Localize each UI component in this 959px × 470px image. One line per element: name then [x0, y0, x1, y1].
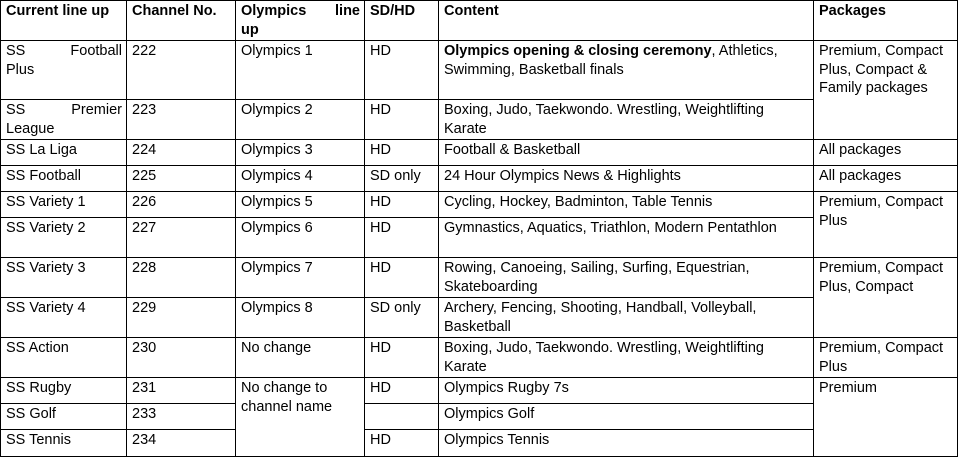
content-cell: Cycling, Hockey, Badminton, Table Tennis	[439, 192, 814, 218]
header-row	[1, 1, 958, 41]
olympics-cell: No change to channel name	[236, 378, 365, 457]
channel-cell: 228	[127, 258, 236, 298]
content-cell: Boxing, Judo, Taekwondo. Wrestling, Weightlifting Karate	[439, 100, 814, 140]
sdhd-cell: HD	[365, 430, 439, 457]
sdhd-cell: SD only	[365, 298, 439, 338]
table-row	[1, 258, 958, 298]
channel-cell: 229	[127, 298, 236, 338]
lineup-cell: SS Variety 4	[1, 298, 127, 338]
content-cell: 24 Hour Olympics News & Highlights	[439, 166, 814, 192]
table-row	[1, 140, 958, 166]
header-olympics-line-up-line2: up	[241, 21, 259, 38]
olympics-cell: Olympics 6	[236, 218, 365, 258]
sdhd-cell: HD	[365, 100, 439, 140]
lineup-cell: SS Tennis	[1, 430, 127, 457]
table-row	[1, 192, 958, 218]
olympics-cell: Olympics 2	[236, 100, 365, 140]
olympics-cell: Olympics 1	[236, 41, 365, 100]
packages-cell: Premium, Compact Plus, Compact	[814, 258, 958, 338]
content-cell	[439, 41, 814, 100]
packages-cell: Premium, Compact Plus	[814, 192, 958, 258]
sdhd-cell: HD	[365, 378, 439, 404]
packages-cell: Premium, Compact Plus, Compact & Family packages	[814, 41, 958, 140]
channel-cell: 223	[127, 100, 236, 140]
olympics-cell: Olympics 5	[236, 192, 365, 218]
sdhd-cell: HD	[365, 218, 439, 258]
sdhd-cell: HD	[365, 140, 439, 166]
channel-cell: 233	[127, 404, 236, 430]
content-cell: Olympics Rugby 7s	[439, 378, 814, 404]
channel-cell: 234	[127, 430, 236, 457]
channel-cell: 226	[127, 192, 236, 218]
lineup-cell: SS Rugby	[1, 378, 127, 404]
content-cell: Olympics Golf	[439, 404, 814, 430]
lineup-cell: SS Golf	[1, 404, 127, 430]
content-cell: Boxing, Judo, Taekwondo. Wrestling, Weightlifting Karate	[439, 338, 814, 378]
packages-cell: Premium, Compact Plus	[814, 338, 958, 378]
olympics-cell: Olympics 4	[236, 166, 365, 192]
channel-cell: 225	[127, 166, 236, 192]
content-rest: , Athletics, Swimming, Basketball finals	[444, 43, 778, 78]
sdhd-cell	[365, 404, 439, 430]
lineup-cell: SS Variety 1	[1, 192, 127, 218]
content-bold: Olympics opening & closing ceremony	[444, 43, 712, 59]
lineup-cell: SS Variety 3	[1, 258, 127, 298]
channel-cell: 222	[127, 41, 236, 100]
olympics-cell: Olympics 7	[236, 258, 365, 298]
sdhd-cell: SD only	[365, 166, 439, 192]
packages-cell: Premium	[814, 378, 958, 457]
table-row	[1, 166, 958, 192]
content-cell: Rowing, Canoeing, Sailing, Surfing, Equestrian, Skateboarding	[439, 258, 814, 298]
content-cell: Archery, Fencing, Shooting, Handball, Volleyball, Basketball	[439, 298, 814, 338]
header-current-line-up: Current line up	[1, 1, 127, 41]
lineup-line1: SS Premier	[6, 102, 122, 118]
packages-cell: All packages	[814, 140, 958, 166]
lineup-cell: SS La Liga	[1, 140, 127, 166]
lineup-cell: SS Action	[1, 338, 127, 378]
table-row	[1, 378, 958, 404]
olympics-cell: Olympics 8	[236, 298, 365, 338]
sdhd-cell: HD	[365, 338, 439, 378]
olympics-cell: Olympics 3	[236, 140, 365, 166]
table-row	[1, 41, 958, 100]
header-content: Content	[439, 1, 814, 41]
channel-cell: 227	[127, 218, 236, 258]
channel-cell: 230	[127, 338, 236, 378]
table-row	[1, 338, 958, 378]
channel-cell: 231	[127, 378, 236, 404]
lineup-cell: SS Football	[1, 166, 127, 192]
lineup-line2: Plus	[6, 61, 35, 78]
content-cell: Olympics Tennis	[439, 430, 814, 457]
header-channel-no: Channel No.	[127, 1, 236, 41]
header-olympics-line-up	[236, 1, 365, 41]
lineup-cell	[1, 100, 127, 140]
header-sd-hd: SD/HD	[365, 1, 439, 41]
header-olympics-line-up-line1: Olympics line	[241, 3, 360, 19]
lineup-line2: League	[6, 120, 55, 137]
content-cell: Gymnastics, Aquatics, Triathlon, Modern Pentathlon	[439, 218, 814, 258]
sdhd-cell: HD	[365, 41, 439, 100]
olympics-cell: No change	[236, 338, 365, 378]
channel-cell: 224	[127, 140, 236, 166]
header-packages: Packages	[814, 1, 958, 41]
content-cell: Football & Basketball	[439, 140, 814, 166]
sdhd-cell: HD	[365, 258, 439, 298]
lineup-line1: SS Football	[6, 43, 122, 59]
sdhd-cell: HD	[365, 192, 439, 218]
packages-cell: All packages	[814, 166, 958, 192]
lineup-cell: SS Variety 2	[1, 218, 127, 258]
lineup-cell	[1, 41, 127, 100]
